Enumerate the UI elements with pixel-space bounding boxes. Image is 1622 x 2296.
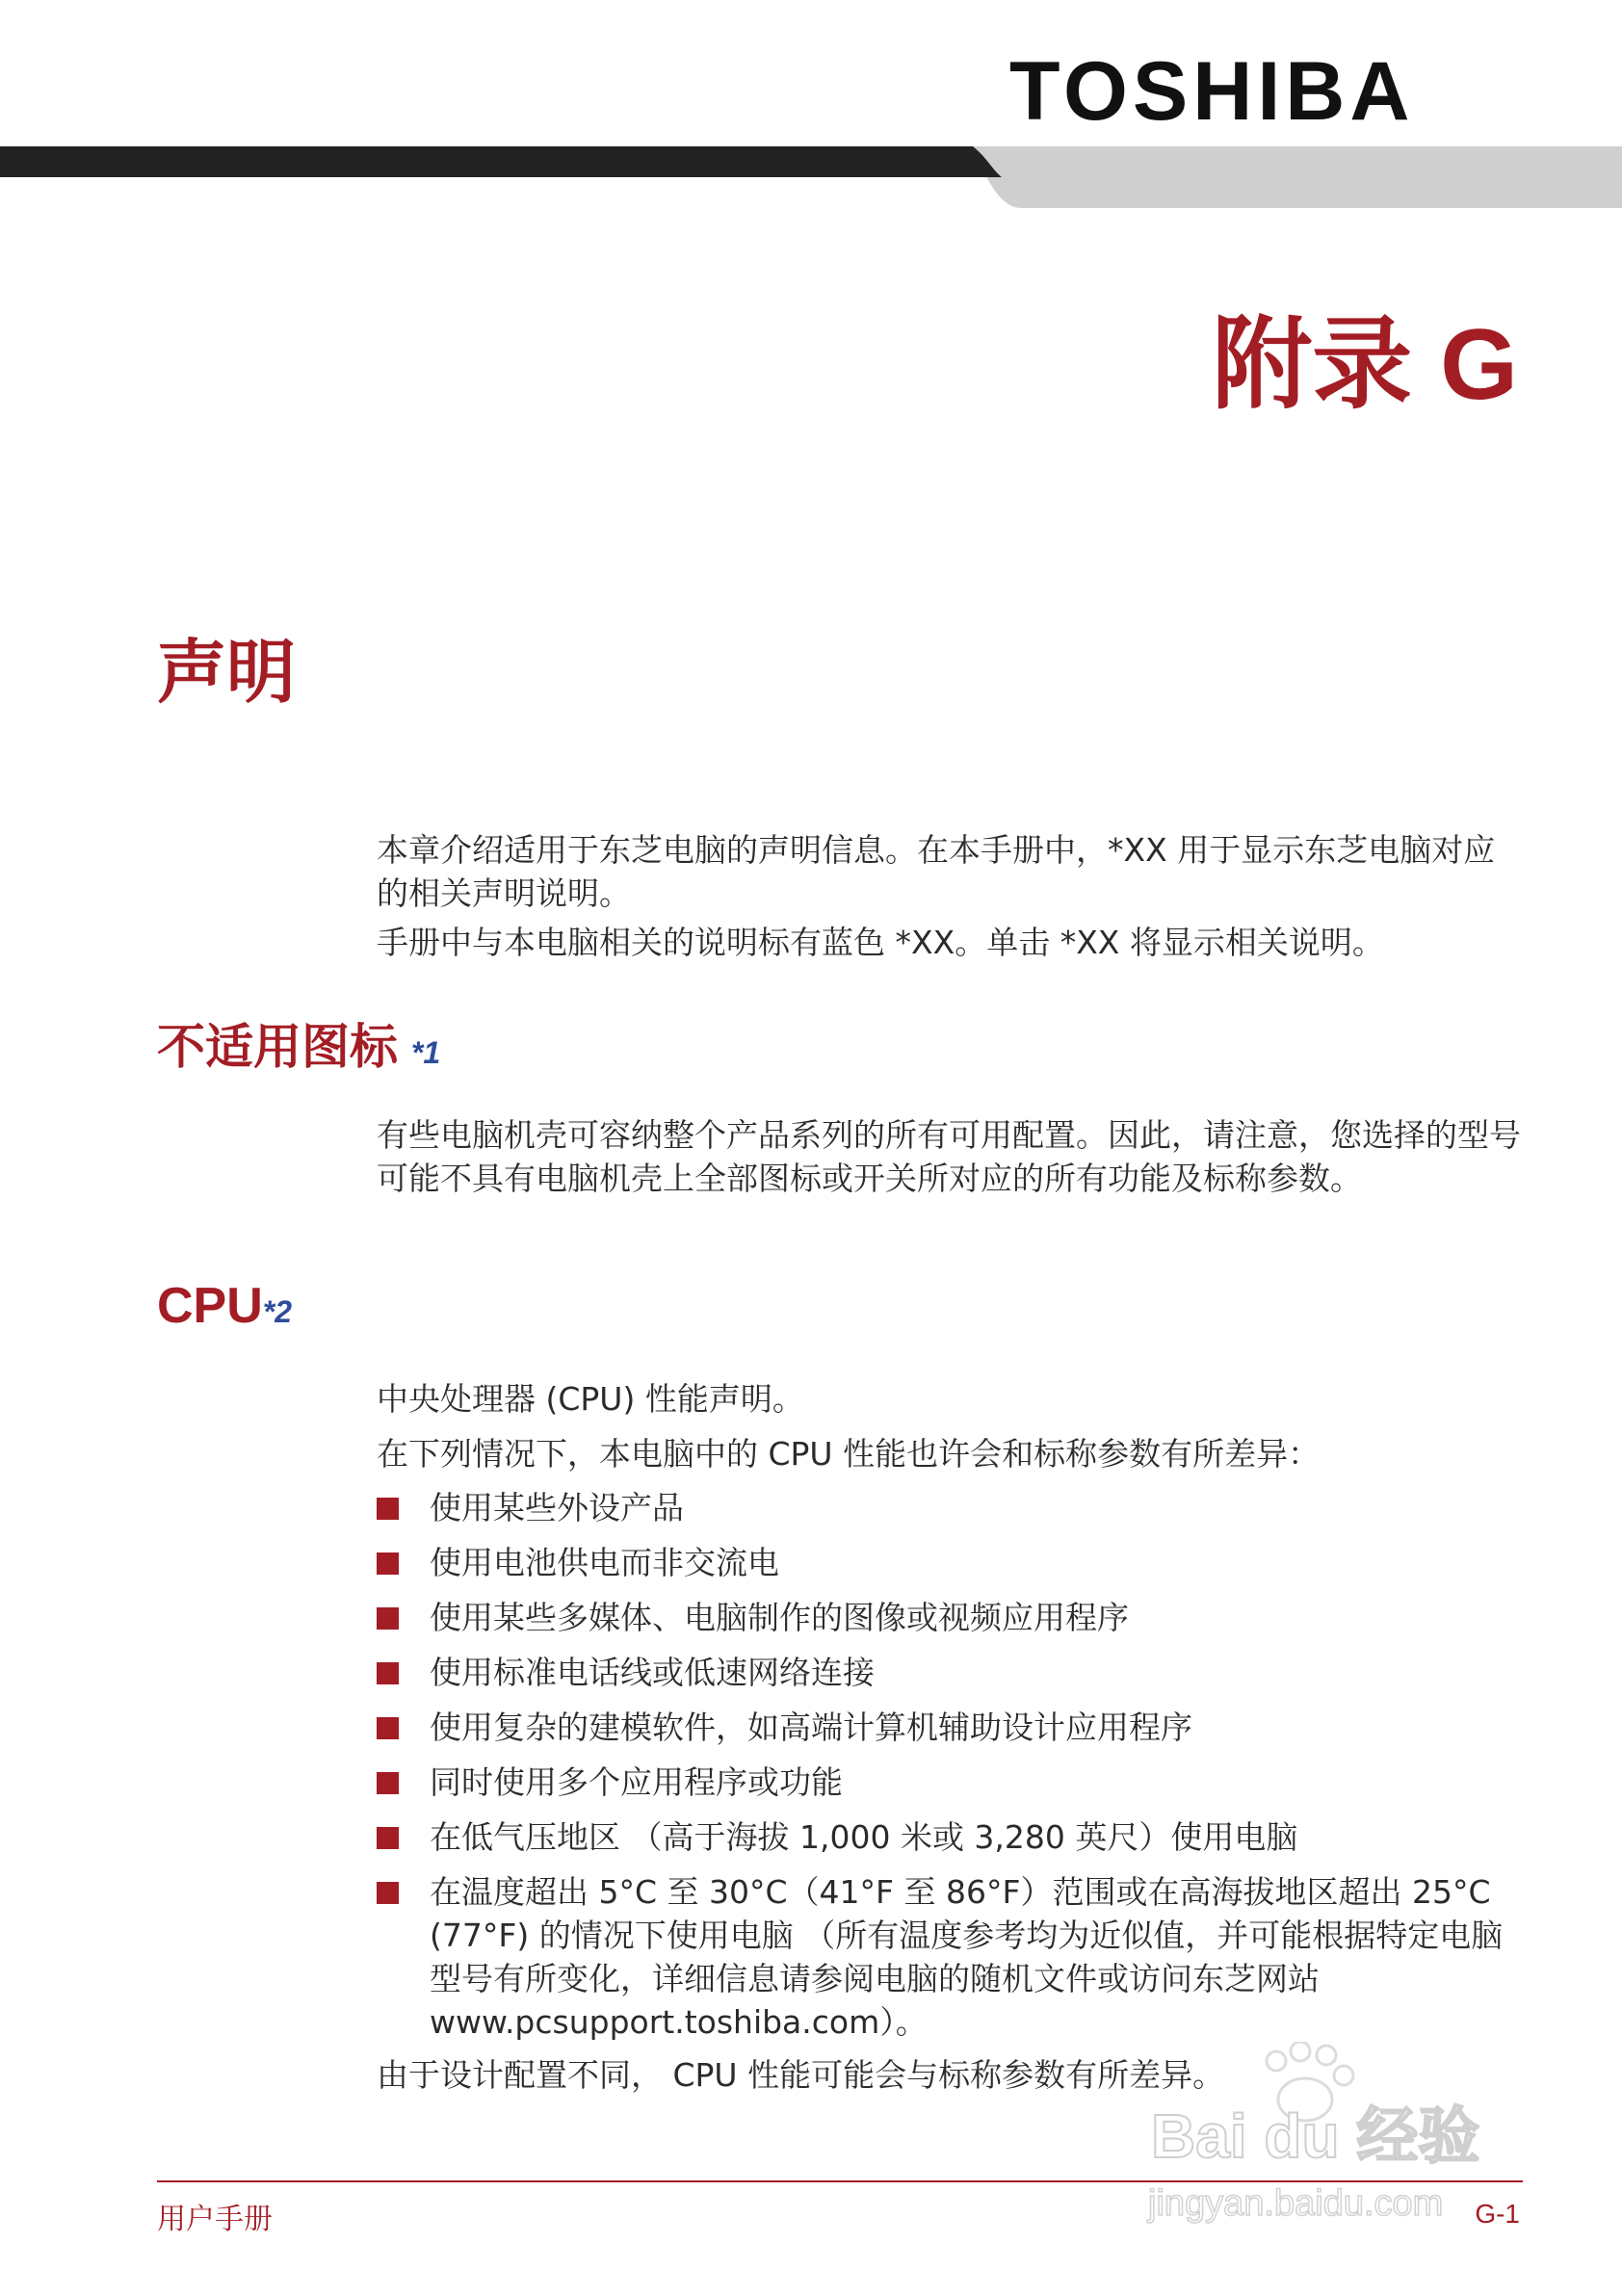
- toshiba-logo: TOSHIBA: [1009, 45, 1415, 138]
- square-bullet-icon: [377, 1717, 399, 1739]
- list-item: [377, 1596, 1523, 1639]
- footer-divider: [157, 2180, 1523, 2182]
- watermark-brand: Bai du 经验: [1151, 2101, 1480, 2171]
- list-item-text: 在温度超出 5°C 至 30°C（41°F 至 86°F）范围或在高海拔地区超出 25°C (77°F) 的情况下使用电脑 （所有温度参考均为近似值，并可能根据特定电脑型号有所变化，详细信息请参阅电脑的随机文件或访问东芝网站 www.pcsupport.toshiba.com）。: [430, 1873, 1504, 2041]
- page-number: G-1: [1475, 2199, 1520, 2229]
- icons-note-ref-link[interactable]: *1: [410, 1035, 441, 1070]
- list-item: [377, 1761, 1523, 1804]
- icons-heading-text: 不适用图标: [157, 1020, 398, 1074]
- appendix-title: 附录 G: [1212, 309, 1518, 421]
- list-item: [377, 1815, 1523, 1859]
- square-bullet-icon: [377, 1552, 399, 1575]
- list-item-text: 使用某些外设产品: [430, 1489, 684, 1526]
- square-bullet-icon: [377, 1607, 399, 1630]
- square-bullet-icon: [377, 1882, 399, 1904]
- statement-paragraph-1: 本章介绍适用于东芝电脑的声明信息。在本手册中，*XX 用于显示东芝电脑对应的相关声明说明。: [377, 831, 1496, 912]
- list-item: [377, 1706, 1523, 1749]
- list-item-text: 使用复杂的建模软件，如高端计算机辅助设计应用程序: [430, 1709, 1192, 1746]
- list-item: [377, 1486, 1523, 1529]
- cpu-conditions-list: [377, 1486, 1523, 2055]
- header-band-light: [973, 146, 1622, 208]
- watermark-url: jingyan.baidu.com: [1148, 2183, 1444, 2224]
- list-item-text: 同时使用多个应用程序或功能: [430, 1763, 843, 1801]
- cpu-closing-paragraph: 由于设计配置不同， CPU 性能可能会与标称参数有所差异。: [377, 2056, 1225, 2094]
- header-band: [0, 135, 1622, 222]
- header-band-dark: [0, 146, 1002, 177]
- list-item-text: 在低气压地区 （高于海拔 1,000 米或 3,280 英尺）使用电脑: [430, 1818, 1298, 1856]
- square-bullet-icon: [377, 1772, 399, 1794]
- footer-manual-title: 用户手册: [157, 2203, 273, 2236]
- square-bullet-icon: [377, 1827, 399, 1849]
- baidu-jingyan-watermark: [1146, 2042, 1531, 2234]
- list-item: [377, 1651, 1523, 1694]
- section-heading-statement: 声明: [157, 635, 297, 712]
- cpu-heading-text: CPU: [157, 1278, 263, 1334]
- statement-paragraph-2: 手册中与本电脑相关的说明标有蓝色 *XX。单击 *XX 将显示相关说明。: [377, 924, 1384, 961]
- list-item-text: 使用电池供电而非交流电: [430, 1544, 779, 1581]
- section-heading-cpu: [157, 1279, 292, 1334]
- cpu-paragraph-1: 中央处理器 (CPU) 性能声明。: [377, 1380, 804, 1418]
- section-heading-icons: [157, 1021, 440, 1074]
- cpu-note-ref-link[interactable]: *2: [262, 1294, 293, 1329]
- square-bullet-icon: [377, 1662, 399, 1684]
- square-bullet-icon: [377, 1498, 399, 1520]
- icons-paragraph: 有些电脑机壳可容纳整个产品系列的所有可用配置。因此，请注意，您选择的型号可能不具有电脑机壳上全部图标或开关所对应的所有功能及标称参数。: [377, 1116, 1521, 1197]
- list-item-text: 使用某些多媒体、电脑制作的图像或视频应用程序: [430, 1599, 1129, 1636]
- list-item: [377, 1870, 1523, 2044]
- list-item: [377, 1541, 1523, 1584]
- cpu-paragraph-2: 在下列情况下，本电脑中的 CPU 性能也许会和标称参数有所差异：: [377, 1435, 1321, 1473]
- list-item-text: 使用标准电话线或低速网络连接: [430, 1654, 875, 1691]
